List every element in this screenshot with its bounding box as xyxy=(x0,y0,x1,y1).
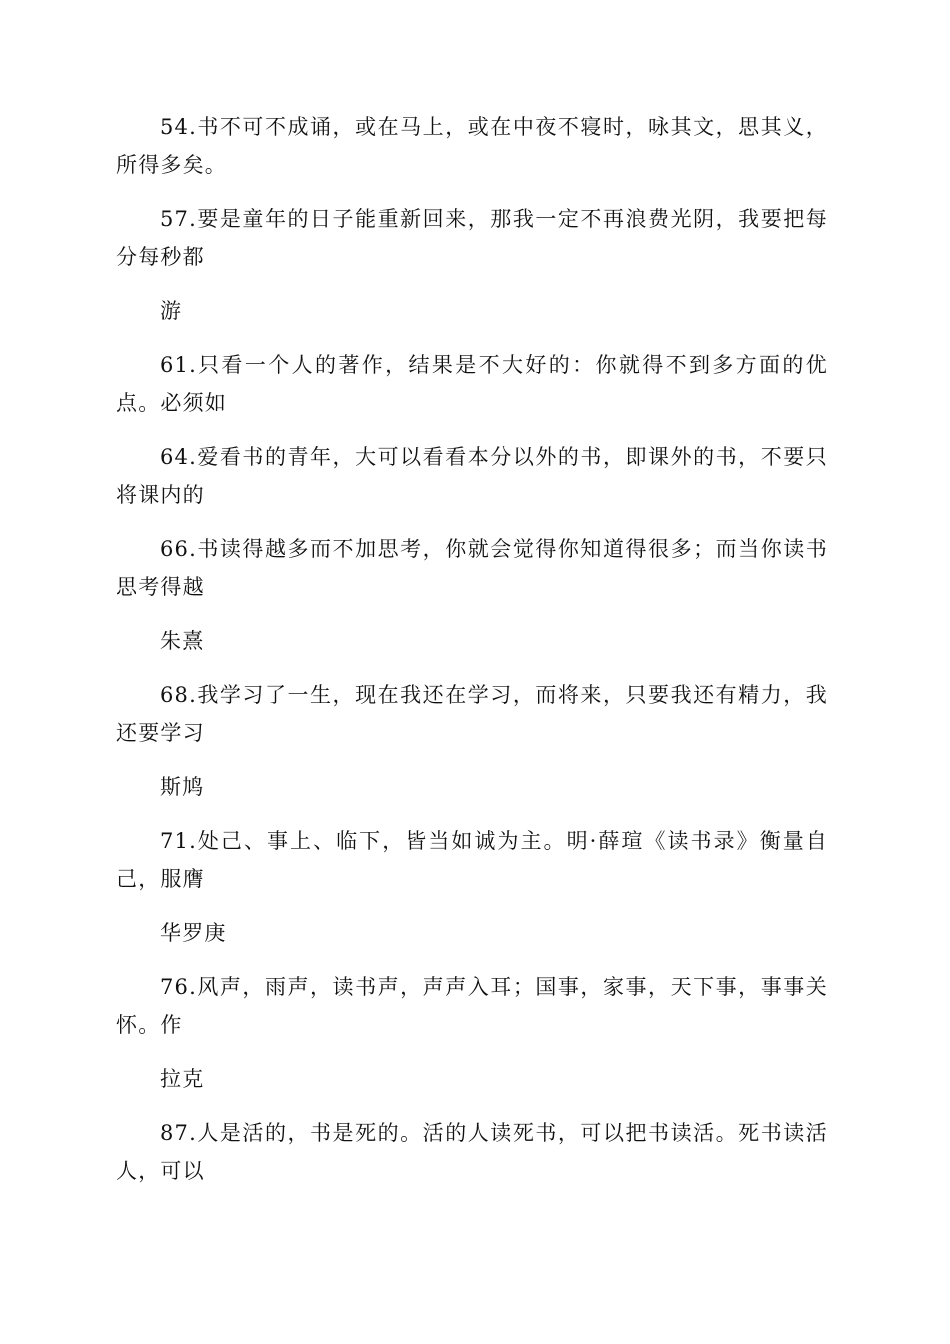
quote-paragraph-68: 68.我学习了一生，现在我还在学习，而将来，只要我还有精力，我还要学习 xyxy=(116,683,828,745)
quote-paragraph-61: 61.只看一个人的著作，结果是不大好的：你就得不到多方面的优点。必须如 xyxy=(116,353,828,415)
author-line: 华罗庚 xyxy=(160,921,227,945)
quote-paragraph-76: 76.风声，雨声，读书声，声声入耳；国事，家事，天下事，事事关怀。作 xyxy=(116,975,828,1037)
author-line: 斯鸠 xyxy=(160,775,205,799)
author-line: 拉克 xyxy=(160,1067,205,1091)
quote-paragraph-57: 57.要是童年的日子能重新回来，那我一定不再浪费光阴，我要把每分每秒都 xyxy=(116,207,828,269)
document-page xyxy=(116,108,828,1206)
quote-paragraph-54: 54.书不可不成诵，或在马上，或在中夜不寝时，咏其文，思其义，所得多矣。 xyxy=(116,115,828,177)
quote-paragraph-66: 66.书读得越多而不加思考，你就会觉得你知道得很多；而当你读书思考得越 xyxy=(116,537,828,599)
author-line: 朱熹 xyxy=(160,629,205,653)
author-line: 游 xyxy=(160,299,183,323)
quote-paragraph-87: 87.人是活的，书是死的。活的人读死书，可以把书读活。死书读活人，可以 xyxy=(116,1121,828,1183)
quote-paragraph-71: 71.处己、事上、临下，皆当如诚为主。明·薛瑄《读书录》衡量自己，服膺 xyxy=(116,829,828,891)
quote-paragraph-64: 64.爱看书的青年，大可以看看本分以外的书，即课外的书，不要只将课内的 xyxy=(116,445,828,507)
